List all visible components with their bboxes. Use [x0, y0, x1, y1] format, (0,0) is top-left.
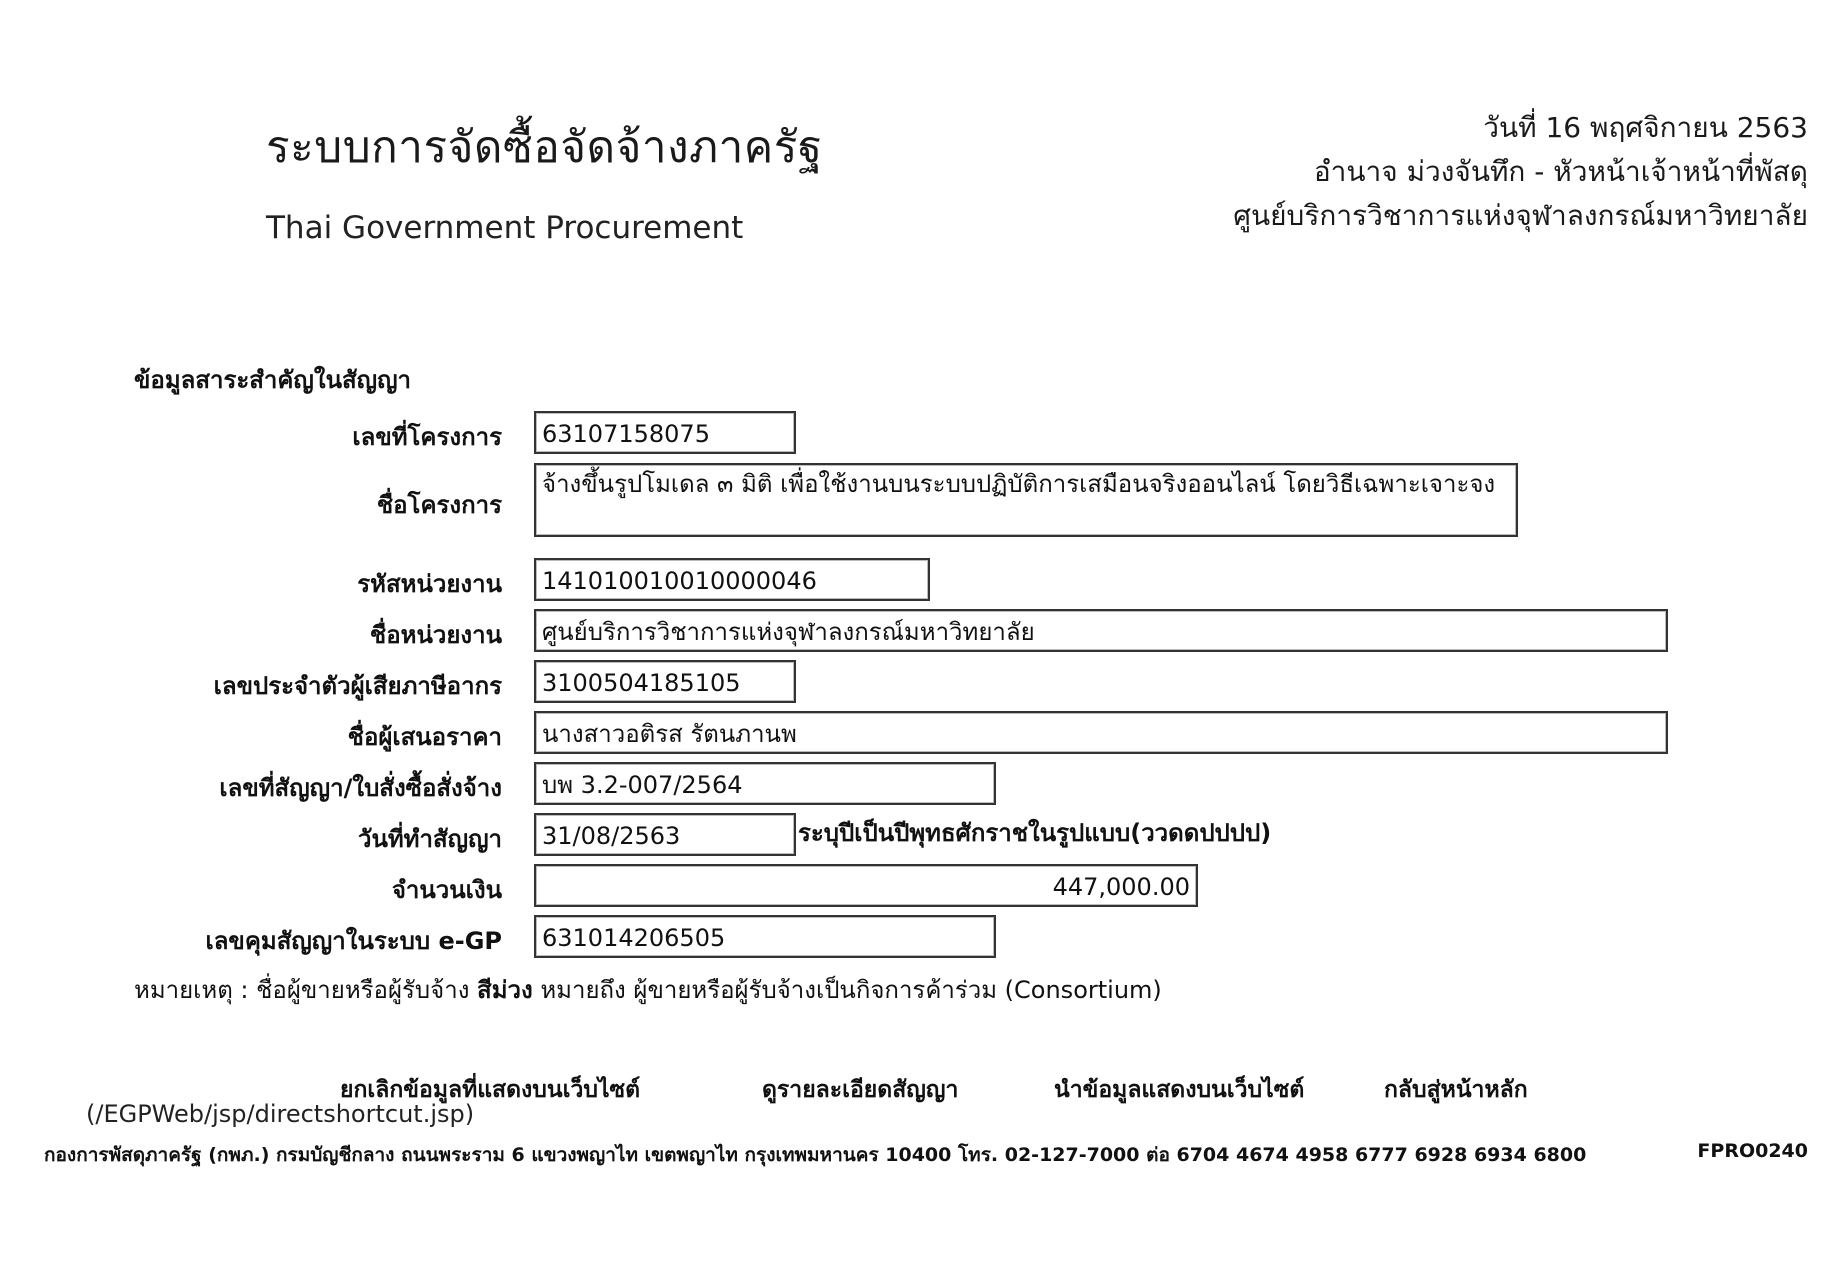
agency-code-field[interactable]: 141010010010000046: [534, 558, 930, 601]
print-date: วันที่ 16 พฤศจิกายน 2563: [1483, 111, 1808, 144]
consortium-note: [134, 970, 1162, 1009]
contract-date-field[interactable]: 31/08/2563: [534, 813, 796, 856]
publish-link[interactable]: นำข้อมูลแสดงบนเว็บไซต์: [1054, 1077, 1305, 1103]
label-agency-name: ชื่อหน่วยงาน: [369, 621, 502, 649]
label-bidder-name: ชื่อผู้เสนอราคา: [347, 723, 502, 751]
row-bidder-name: [0, 711, 1668, 756]
row-amount: [0, 864, 1198, 909]
home-link[interactable]: กลับสู่หน้าหลัก: [1384, 1077, 1528, 1103]
note-prefix: หมายเหตุ : ชื่อผู้ขายหรือผู้รับจ้าง: [134, 976, 478, 1004]
row-contract-no: [0, 762, 996, 807]
row-agency-name: [0, 609, 1668, 654]
organization-name: ศูนย์บริการวิชาการแห่งจุฬาลงกรณ์มหาวิทยาลัย: [1233, 199, 1808, 232]
cancel-publish-link[interactable]: ยกเลิกข้อมูลที่แสดงบนเว็บไซต์: [340, 1077, 641, 1103]
row-agency-code: [0, 558, 930, 603]
label-contract-no: เลขที่สัญญา/ใบสั่งซื้อสั่งจ้าง: [219, 774, 502, 802]
row-egp-control-no: [0, 915, 996, 960]
note-suffix: หมายถึง ผู้ขายหรือผู้รับจ้างเป็นกิจการค้าร่วม (Consortium): [532, 976, 1162, 1004]
print-info: [1233, 106, 1808, 238]
tax-id-field[interactable]: 3100504185105: [534, 660, 796, 703]
section-title: ข้อมูลสาระสำคัญในสัญญา: [134, 366, 412, 394]
form-code: FPRO0240: [1697, 1140, 1808, 1162]
system-header: [266, 112, 823, 246]
bidder-name-field[interactable]: นางสาวอติรส รัตนภานพ: [534, 711, 1668, 754]
project-no-field[interactable]: 63107158075: [534, 411, 796, 454]
view-contract-link[interactable]: ดูรายละเอียดสัญญา: [762, 1077, 959, 1103]
system-title-th: ระบบการจัดซื้อจัดจ้างภาครัฐ: [266, 122, 823, 173]
project-name-field[interactable]: จ้างขึ้นรูปโมเดล ๓ มิติ เพื่อใช้งานบนระบบปฏิบัติการเสมือนจริงออนไลน์ โดยวิธีเฉพาะเจาะจง: [534, 463, 1518, 537]
agency-name-field[interactable]: ศูนย์บริการวิชาการแห่งจุฬาลงกรณ์มหาวิทยาลัย: [534, 609, 1668, 652]
note-highlight: สีม่วง: [477, 976, 533, 1004]
label-amount: จำนวนเงิน: [391, 876, 502, 904]
label-project-name: ชื่อโครงการ: [376, 491, 502, 519]
contract-no-field[interactable]: บพ 3.2-007/2564: [534, 762, 996, 805]
label-contract-date: วันที่ทำสัญญา: [357, 825, 502, 853]
row-tax-id: [0, 660, 796, 705]
footer-address: กองการพัสดุภาครัฐ (กพภ.) กรมบัญชีกลาง ถนนพระราม 6 แขวงพญาไท เขตพญาไท กรุงเทพมหานคร 10400 โทร. 02-127-7000 ต่อ 6704 4674 4958 6777 6928 6934 6800: [44, 1144, 1587, 1166]
url-path: (/EGPWeb/jsp/directshortcut.jsp): [86, 1100, 475, 1128]
label-project-no: เลขที่โครงการ: [352, 423, 502, 451]
system-title-en: Thai Government Procurement: [266, 210, 744, 246]
contract-date-hint: ระบุปีเป็นปีพุทธศักราชในรูปแบบ(ววดดปปปป): [798, 819, 1272, 847]
row-project-name: [0, 463, 1518, 537]
label-agency-code: รหัสหน่วยงาน: [357, 570, 502, 598]
label-tax-id: เลขประจำตัวผู้เสียภาษีอากร: [213, 672, 502, 700]
amount-field[interactable]: 447,000.00: [534, 864, 1198, 907]
row-project-no: [0, 411, 796, 456]
officer-name: อำนาจ ม่วงจันทึก - หัวหน้าเจ้าหน้าที่พัสดุ: [1313, 155, 1808, 188]
label-egp-control-no: เลขคุมสัญญาในระบบ e-GP: [205, 927, 502, 955]
row-contract-date: [0, 813, 1271, 858]
egp-control-no-field[interactable]: 631014206505: [534, 915, 996, 958]
